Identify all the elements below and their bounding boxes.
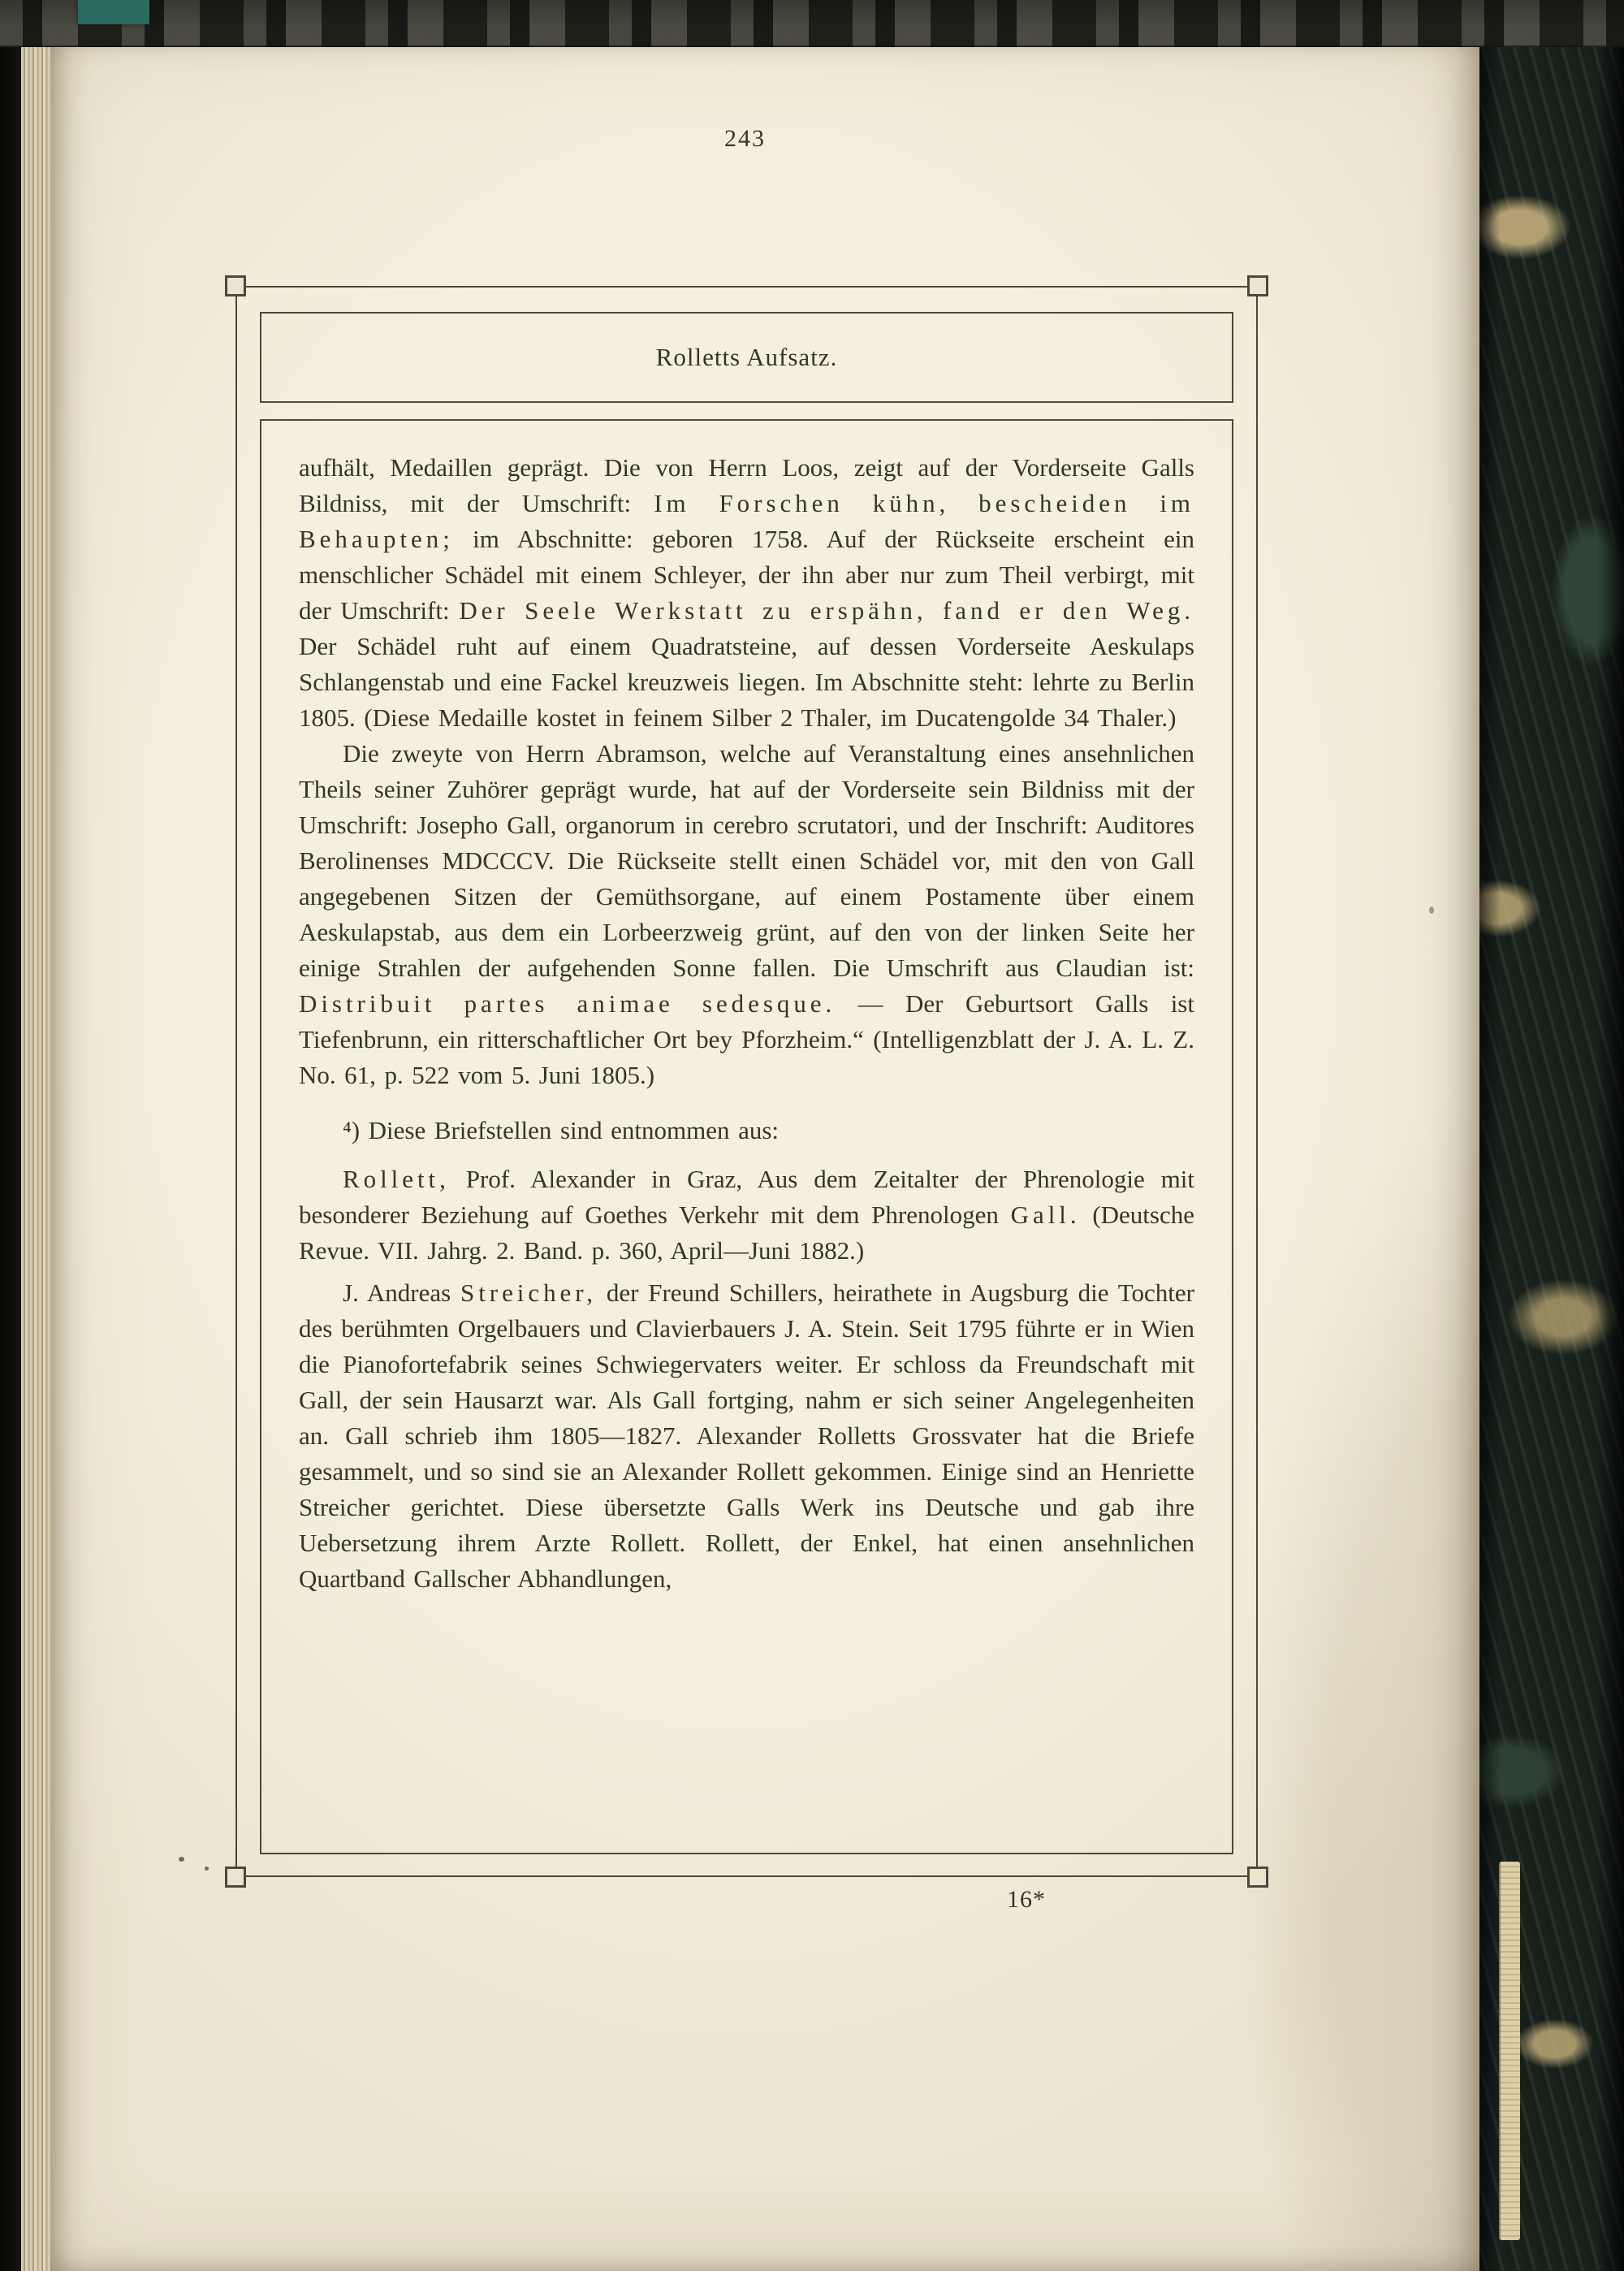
corner-ornament-top-left: [225, 275, 246, 296]
running-head: Rolletts Aufsatz.: [655, 343, 838, 371]
text-run: (Deutsche Revue. VII. Jahrg. 2. Band. p. 360, April—Juni 1882.): [299, 1200, 1194, 1265]
text-run: der Freund Schillers, heirathete in Augsburg die Tochter des berühmten Orgelbauers und Clavierbauers J. A. Stein. Seit 1795 führte er in Wien die Pianofortefabrik seines Schwiegervaters weiter. Er schloss da Freundschaft mit Gall, der sein Hausarzt war. Als Gall fortging, nahm er sich seiner Angelegenheiten an. Gall schrieb ihm 1805—1827. Alexander Rolletts Grossvater hat die Briefe gesammelt, und so sind sie an Alexander Rollett gekommen. Einige sind an Henriette Streicher gerichtet. Diese übersetzte Galls Werk ins Deutsche und gab ihre Uebersetzung ihrem Arzte Rollett. Rollett, der Enkel, hat einen ansehnlichen Quartband Gallscher Abhandlungen,: [299, 1278, 1194, 1593]
letterspaced-phrase: Der Seele Werkstatt zu erspähn, fand er den Weg.: [459, 596, 1194, 625]
text-run: Die zweyte von Herrn Abramson, welche auf Veranstaltung eines ansehnlichen Theils seiner Zuhörer geprägt wurde, hat auf der Vorderseite sein Bildniss mit der Umschrift: Josepho Gall, organorum in cerebro scrutatori, und der Inschrift: Auditores Berolinenses MDCCCV. Die Rückseite stellt einen Schädel vor, mit den von Gall angegebenen Sitzen der Gemüthsorgane, auf einem Postamente über einem Aeskulapstab, aus dem ein Lorbeerzweig grünt, auf den von der linken Seite her einige Strahlen der aufgehenden Sonne fallen. Die Umschrift aus Claudian ist:: [299, 739, 1194, 982]
corner-ornament-bottom-right: [1247, 1867, 1268, 1888]
text-run: Der Schädel ruht auf einem Quadratsteine, auf dessen Vorderseite Aeskulaps Schlangenstab und eine Fackel kreuzweis liegen. Im Abschnitte steht: lehrte zu Berlin 1805. (Diese Medaille kostet in feinem Silber 2 Thaler, im Ducatengolde 34 Thaler.): [299, 632, 1194, 732]
text-run: J. Andreas: [343, 1278, 461, 1307]
binding-accent-patch: [78, 0, 149, 24]
paragraph: [299, 1161, 1194, 1269]
book-page: [49, 28, 1479, 2271]
letterspaced-phrase: Im Forschen kühn, bescheiden im Behaupten;: [299, 489, 1194, 553]
letterspaced-phrase: Distribuit partes animae sedesque.: [299, 989, 836, 1018]
corner-ornament-bottom-left: [225, 1867, 246, 1888]
text-run: Prof. Alexander in Graz, Aus dem Zeitalter der Phrenologie mit besonderer Beziehung auf Goethes Verkehr mit dem Phrenologen: [299, 1165, 1194, 1229]
page-fore-edge: [1499, 1862, 1520, 2240]
signature-mark: 16*: [1007, 1886, 1046, 1913]
text-run: im Abschnitte: geboren 1758. Auf der Rückseite erscheint ein menschlicher Schädel mit einem Schleyer, der ihn aber nur zum Theil verbirgt, mit der Umschrift:: [299, 525, 1194, 625]
text-block-box: [260, 419, 1233, 1854]
text-run: — Der Geburtsort Galls ist Tiefenbrunn, ein ritterschaftlicher Ort bey Pforzheim.“ (Intelligenzblatt der J. A. L. Z. No. 61, p. 522 vom 5. Juni 1805.): [299, 989, 1194, 1089]
book-spine: [0, 0, 21, 2271]
ornamental-frame: [235, 286, 1258, 1877]
body-paragraphs: [261, 421, 1232, 1597]
ink-speck: [1429, 906, 1434, 914]
letterspaced-phrase: Streicher,: [460, 1278, 598, 1307]
stacked-page-edges: [21, 29, 50, 2271]
ink-speck: [179, 1857, 184, 1862]
paragraph: [299, 1275, 1194, 1597]
letterspaced-phrase: Rollett,: [343, 1165, 450, 1193]
paragraph: [299, 450, 1194, 736]
text-run: ⁴) Diese Briefstellen sind entnommen aus:: [343, 1116, 779, 1144]
page-number: 243: [724, 125, 766, 152]
paragraph: [299, 1113, 1194, 1148]
book-top-edge: [0, 0, 1624, 47]
running-head-box: [260, 312, 1233, 403]
corner-ornament-top-right: [1247, 275, 1268, 296]
ink-speck: [205, 1867, 209, 1871]
paragraph: [299, 736, 1194, 1093]
text-run: aufhält, Medaillen geprägt. Die von Herrn Loos, zeigt auf der Vorderseite Galls Bildniss, mit der Umschrift:: [299, 453, 1194, 517]
letterspaced-phrase: Gall.: [1010, 1200, 1081, 1229]
